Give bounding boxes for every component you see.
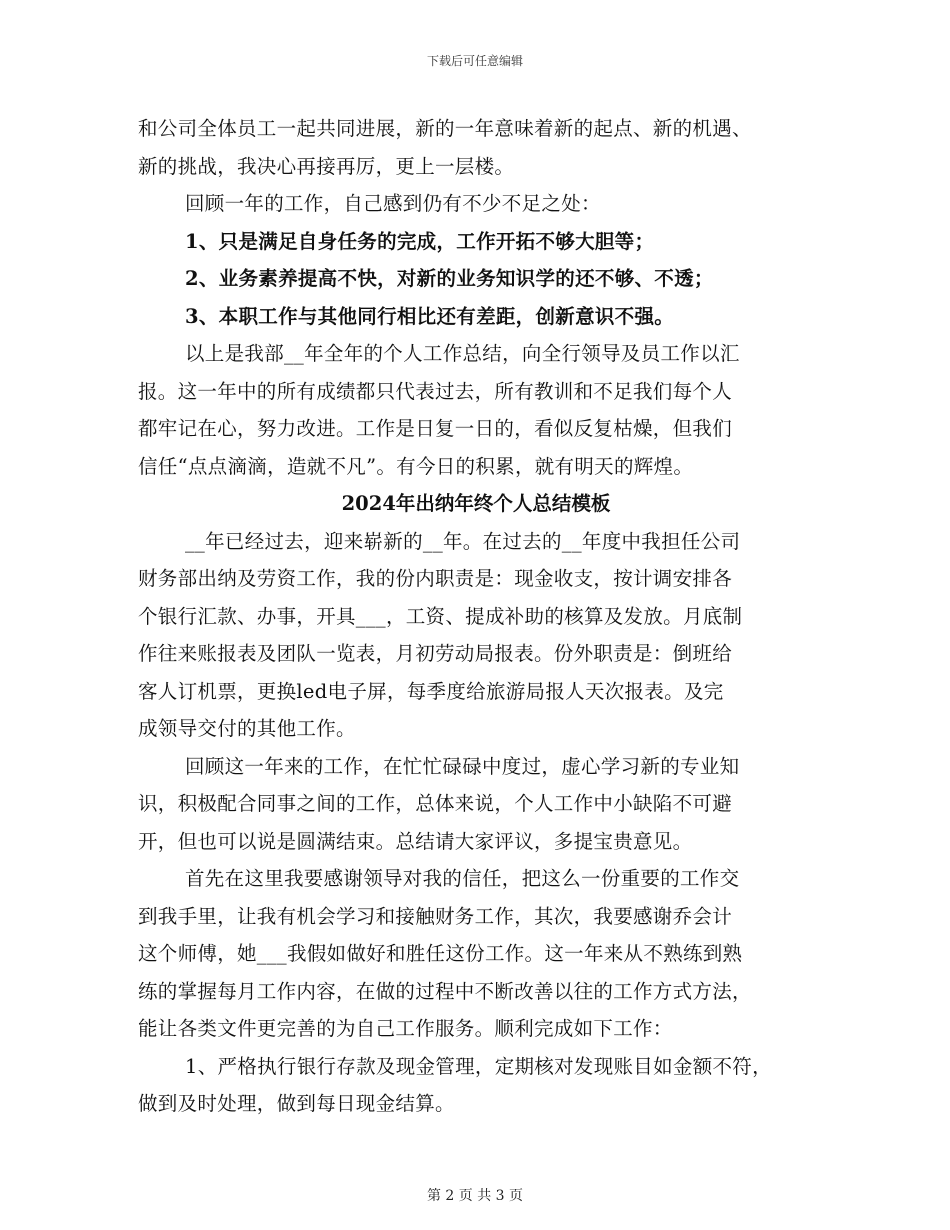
document-body	[138, 110, 814, 1123]
paragraph-line: __年已经过去，迎来崭新的__年。在过去的__年度中我担任公司	[185, 529, 741, 553]
paragraph-line: 这个师傅，她___我假如做好和胜任这份工作。这一年来从不熟练到熟	[138, 942, 743, 965]
paragraph-line: 作往来账报表及团队一览表，月初劳动局报表。份外职责是：倒班给	[138, 642, 733, 665]
paragraph-line: 能让各类文件更完善的为自己工作服务。顺利完成如下工作：	[138, 1017, 673, 1040]
paragraph-line: 信任“点点滴滴，造就不凡”。有今日的积累，就有明天的辉煌。	[138, 454, 694, 478]
paragraph-line: 首先在这里我要感谢领导对我的信任，把这么一份重要的工作交	[185, 867, 740, 890]
list-item: 2、业务素养提高不快，对新的业务知识学的还不够、不透；	[185, 267, 714, 290]
paragraph-line: 识，积极配合同事之间的工作，总体来说，个人工作中小缺陷不可避	[138, 792, 733, 815]
paragraph-line: 个银行汇款、办事，开具___，工资、提成补助的核算及发放。月底制	[138, 604, 743, 628]
paragraph-line: 客人订机票，更换led电子屏，每季度给旅游局报人天次报表。及完	[138, 679, 724, 703]
paragraph-line: 都牢记在心，努力改进。工作是日复一日的，看似反复枯燥，但我们	[138, 417, 733, 440]
paragraph-line: 回顾一年的工作，自己感到仍有不少不足之处：	[185, 192, 601, 215]
paragraph-line: 练的掌握每月工作内容，在做的过程中不断改善以往的工作方式方法，	[138, 979, 752, 1003]
paragraph-line: 成领导交付的其他工作。	[138, 717, 356, 740]
paragraph-line: 和公司全体员工一起共同进展，新的一年意味着新的起点、新的机遇、	[138, 117, 752, 140]
page-footer: 第 2 页 共 3 页	[426, 1188, 524, 1204]
list-item: 3、本职工作与其他同行相比还有差距，创新意识不强。	[185, 304, 675, 328]
paragraph-line: 报。这一年中的所有成绩都只代表过去，所有教训和不足我们每个人	[138, 379, 733, 403]
page-header: 下载后可任意编辑	[426, 54, 523, 68]
section-title: 2024年出纳年终个人总结模板	[341, 492, 611, 515]
list-item: 1、严格执行银行存款及现金管理，定期核对发现账目如金额不符，	[185, 1054, 772, 1078]
paragraph-line: 开，但也可以说是圆满结束。总结请大家评议，多提宝贵意见。	[138, 829, 693, 853]
paragraph-line: 财务部出纳及劳资工作，我的份内职责是：现金收支，按计调安排各	[138, 567, 733, 590]
paragraph-line: 做到及时处理，做到每日现金结算。	[138, 1092, 455, 1115]
list-item: 1、只是满足自身任务的完成，工作开拓不够大胆等；	[185, 229, 655, 253]
paragraph-line: 回顾这一年来的工作，在忙忙碌碌中度过，虚心学习新的专业知	[185, 754, 740, 778]
paragraph-line: 以上是我部__年全年的个人工作总结，向全行领导及员工作以汇	[185, 342, 740, 365]
paragraph-line: 新的挑战，我决心再接再厉，更上一层楼。	[138, 154, 515, 178]
paragraph-line: 到我手里，让我有机会学习和接触财务工作，其次，我要感谢乔会计	[138, 904, 733, 928]
